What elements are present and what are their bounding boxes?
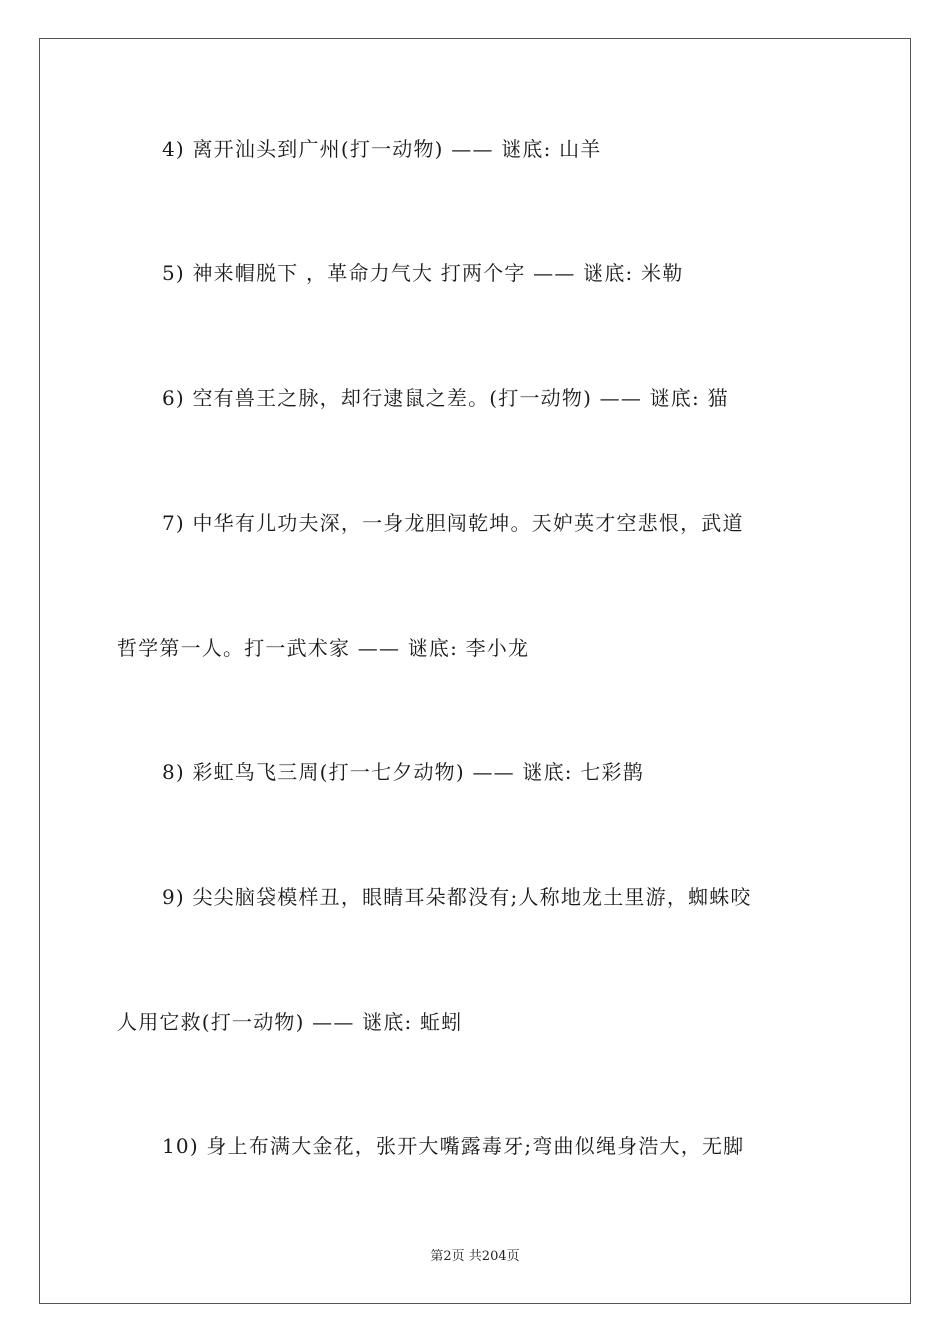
riddle-line-10: 10) 身上布满大金花，张开大嘴露毒牙;弯曲似绳身浩大，无脚 [162,1134,745,1158]
page-footer: 第2页 共204页 [430,1249,520,1264]
riddle-line-9-continued: 人用它救(打一动物) —— 谜底: 蚯蚓 [117,1010,463,1034]
riddle-line-4: 4) 离开汕头到广州(打一动物) —— 谜底: 山羊 [162,137,602,161]
riddle-line-9: 9) 尖尖脑袋模样丑，眼睛耳朵都没有;人称地龙土里游，蜘蛛咬 [162,885,752,909]
riddle-line-6: 6) 空有兽王之脉，却行逮鼠之差。(打一动物) —— 谜底: 猫 [162,386,729,410]
page-border [39,38,911,1304]
riddle-line-8: 8) 彩虹鸟飞三周(打一七夕动物) —— 谜底: 七彩鹊 [162,760,644,784]
riddle-line-7: 7) 中华有儿功夫深，一身龙胆闯乾坤。天妒英才空悲恨，武道 [162,511,744,535]
riddle-line-7-continued: 哲学第一人。打一武术家 —— 谜底: 李小龙 [117,636,530,660]
riddle-line-5: 5) 神来帽脱下 ，革命力气大 打两个字 —— 谜底: 米勒 [162,261,684,285]
